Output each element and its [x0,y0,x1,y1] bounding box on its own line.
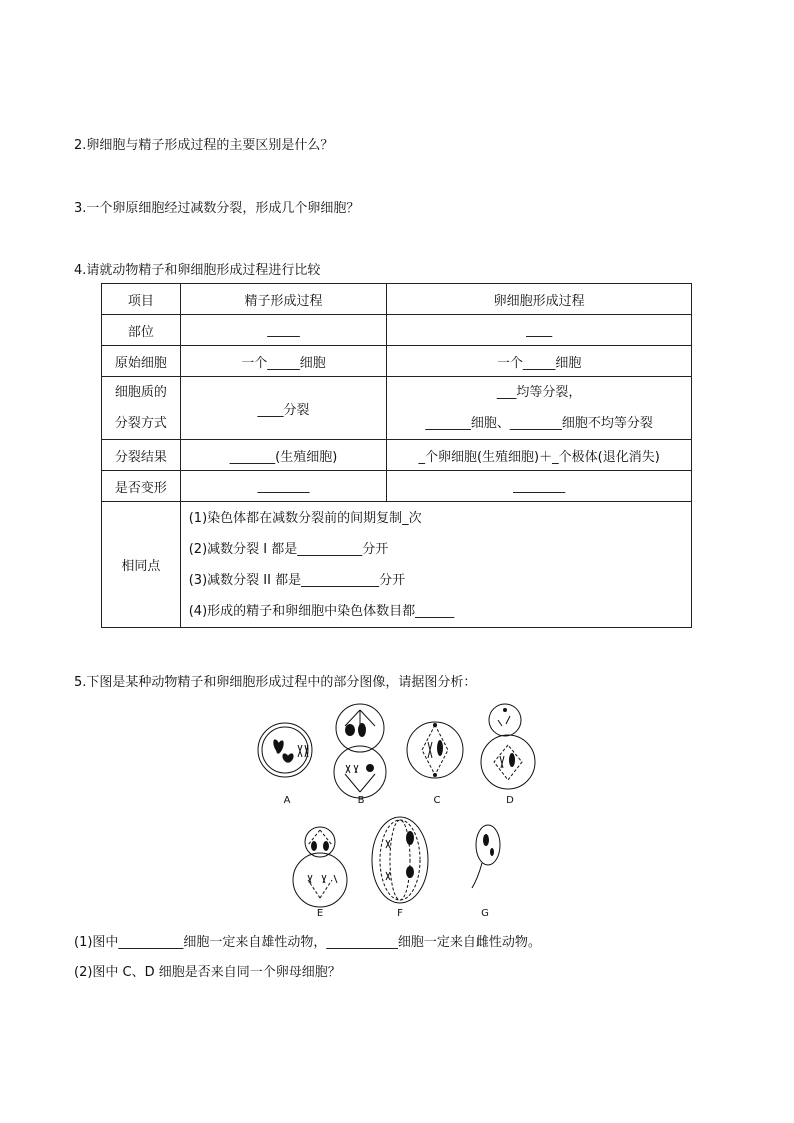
table-header: 卵细胞形成过程 [387,284,692,315]
question-2: 2.卵细胞与精子形成过程的主要区别是什么？ [74,138,334,153]
egg-cell-line: _______细胞、________细胞不均等分裂 [425,416,653,431]
question-5: 5.下图是某种动物精子和卵细胞形成过程中的部分图像，请据图分析： [74,675,477,690]
egg-cell: 一个_____细胞 [387,346,692,377]
table-row [102,440,692,471]
table-header: 精子形成过程 [180,284,387,315]
egg-cell [387,377,692,440]
row-label [102,377,181,440]
same-point: (4)形成的精子和卵细胞中染色体数目都______ [188,603,455,619]
row-label: 分裂结果 [102,440,181,471]
sperm-cell: 一个_____细胞 [180,346,387,377]
cell-label: E [316,908,324,919]
cell-label: G [481,908,489,919]
cell-label: C [433,795,441,806]
cell-c-diagram [407,722,463,778]
same-point: (1)染色体都在减数分裂前的间期复制_次 [188,510,422,526]
comparison-table [101,283,692,628]
cell-label: F [397,908,403,919]
cell-label: A [283,795,291,806]
same-point: (3)减数分裂 II 都是____________分开 [188,572,406,588]
cell-a-diagram [258,723,312,777]
cell-f-diagram [372,817,428,903]
table-row [102,315,692,346]
cell-d-diagram [481,704,535,789]
sperm-cell: ________ [180,471,387,502]
cell-e-diagram [293,827,347,907]
table-header: 项目 [102,284,181,315]
row-label: 是否变形 [102,471,181,502]
egg-cell: ____ [387,315,692,346]
table-header-row [102,284,692,315]
cell-label: B [357,795,365,806]
cell-b-diagram [334,704,386,798]
cell-g-diagram [472,825,500,888]
question-5-2: (2)图中 C、D 细胞是否来自同一个卵母细胞？ [74,965,341,980]
sperm-cell: _____ [180,315,387,346]
sperm-cell: _______(生殖细胞) [180,440,387,471]
table-row [102,377,692,440]
same-points-cell [180,502,691,628]
row-label: 相同点 [102,502,181,628]
cell-division-figure [250,700,550,920]
cell-diagrams [250,700,550,920]
table-row [102,502,692,628]
question-3: 3.一个卵原细胞经过减数分裂，形成几个卵细胞？ [74,201,360,216]
sperm-cell: ____分裂 [180,377,387,440]
table-row [102,471,692,502]
table-row [102,346,692,377]
egg-cell: ________ [387,471,692,502]
egg-cell-line: ___均等分裂， [496,385,582,400]
cell-label: D [506,795,514,806]
row-label-line: 细胞质的 [114,385,167,400]
question-4: 4.请就动物精子和卵细胞形成过程进行比较 [74,263,321,278]
question-5-1: (1)图中__________细胞一定来自雄性动物，___________细胞一定来自雌性动物。 [74,935,541,950]
row-label: 部位 [102,315,181,346]
same-point: (2)减数分裂 I 都是__________分开 [188,541,389,557]
egg-cell: _个卵细胞(生殖细胞)＋_个极体(退化消失) [387,440,692,471]
row-label: 原始细胞 [102,346,181,377]
row-label-line: 分裂方式 [114,416,167,431]
